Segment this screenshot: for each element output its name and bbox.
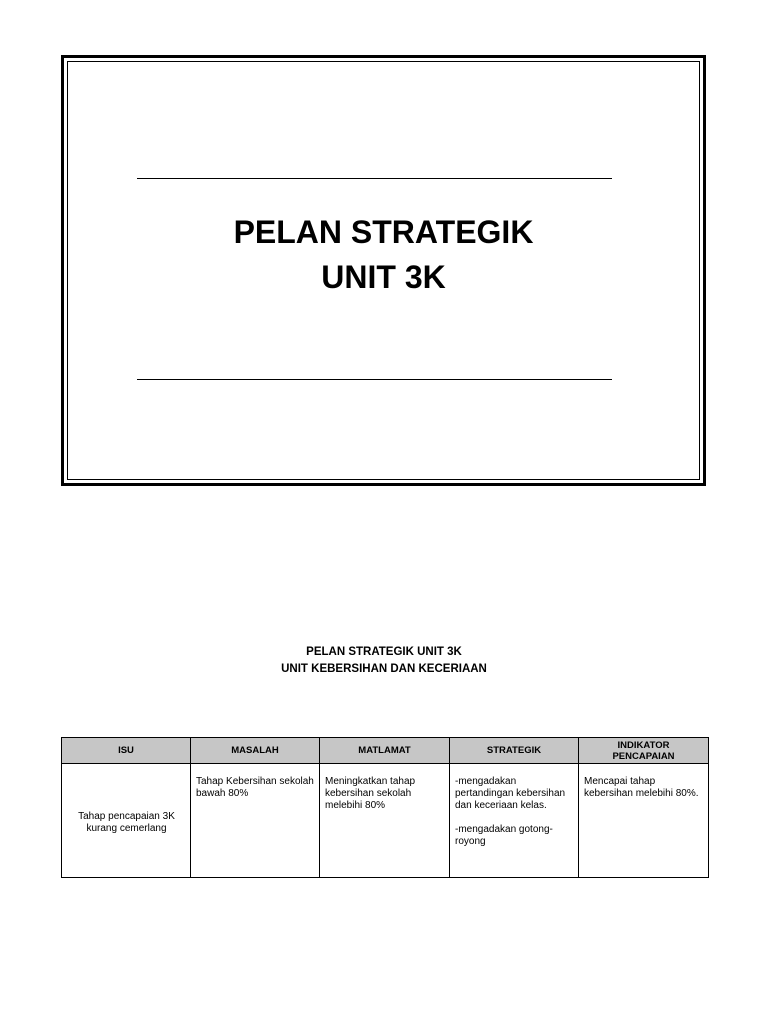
header-masalah: MASALAH <box>191 738 320 764</box>
cell-strategik <box>450 764 579 878</box>
header-indikator-line2: PENCAPAIAN <box>612 750 675 762</box>
document-heading: PELAN STRATEGIK UNIT 3K <box>306 646 462 658</box>
cover-bottom-rule <box>137 379 612 380</box>
header-strategik: STRATEGIK <box>450 738 579 764</box>
table-header-row <box>62 738 709 764</box>
strategik-spacer <box>455 812 574 824</box>
header-isu: ISU <box>62 738 191 764</box>
header-indikator-line1: INDIKATOR <box>617 739 670 751</box>
cell-matlamat: Meningkatkan tahap kebersihan sekolah melebihi 80% <box>320 764 450 878</box>
table-row <box>62 764 709 878</box>
strategik-item-1: -mengadakan pertandingan kebersihan dan keceriaan kelas. <box>455 776 566 811</box>
strategik-item-2: -mengadakan gotong-royong <box>455 824 553 847</box>
cell-isu: Tahap pencapaian 3K kurang cemerlang <box>62 764 191 878</box>
document-subheading: UNIT KEBERSIHAN DAN KECERIAAN <box>281 663 487 675</box>
cover-title-line1: PELAN STRATEGIK <box>233 214 534 250</box>
cell-masalah: Tahap Kebersihan sekolah bawah 80% <box>191 764 320 878</box>
cover-title-line2: UNIT 3K <box>321 259 446 295</box>
header-indikator-pencapaian <box>579 738 709 764</box>
header-matlamat: MATLAMAT <box>320 738 450 764</box>
strategic-plan-table <box>61 737 709 878</box>
cell-indikator: Mencapai tahap kebersihan melebihi 80%. <box>579 764 709 878</box>
cover-top-rule <box>137 178 612 179</box>
